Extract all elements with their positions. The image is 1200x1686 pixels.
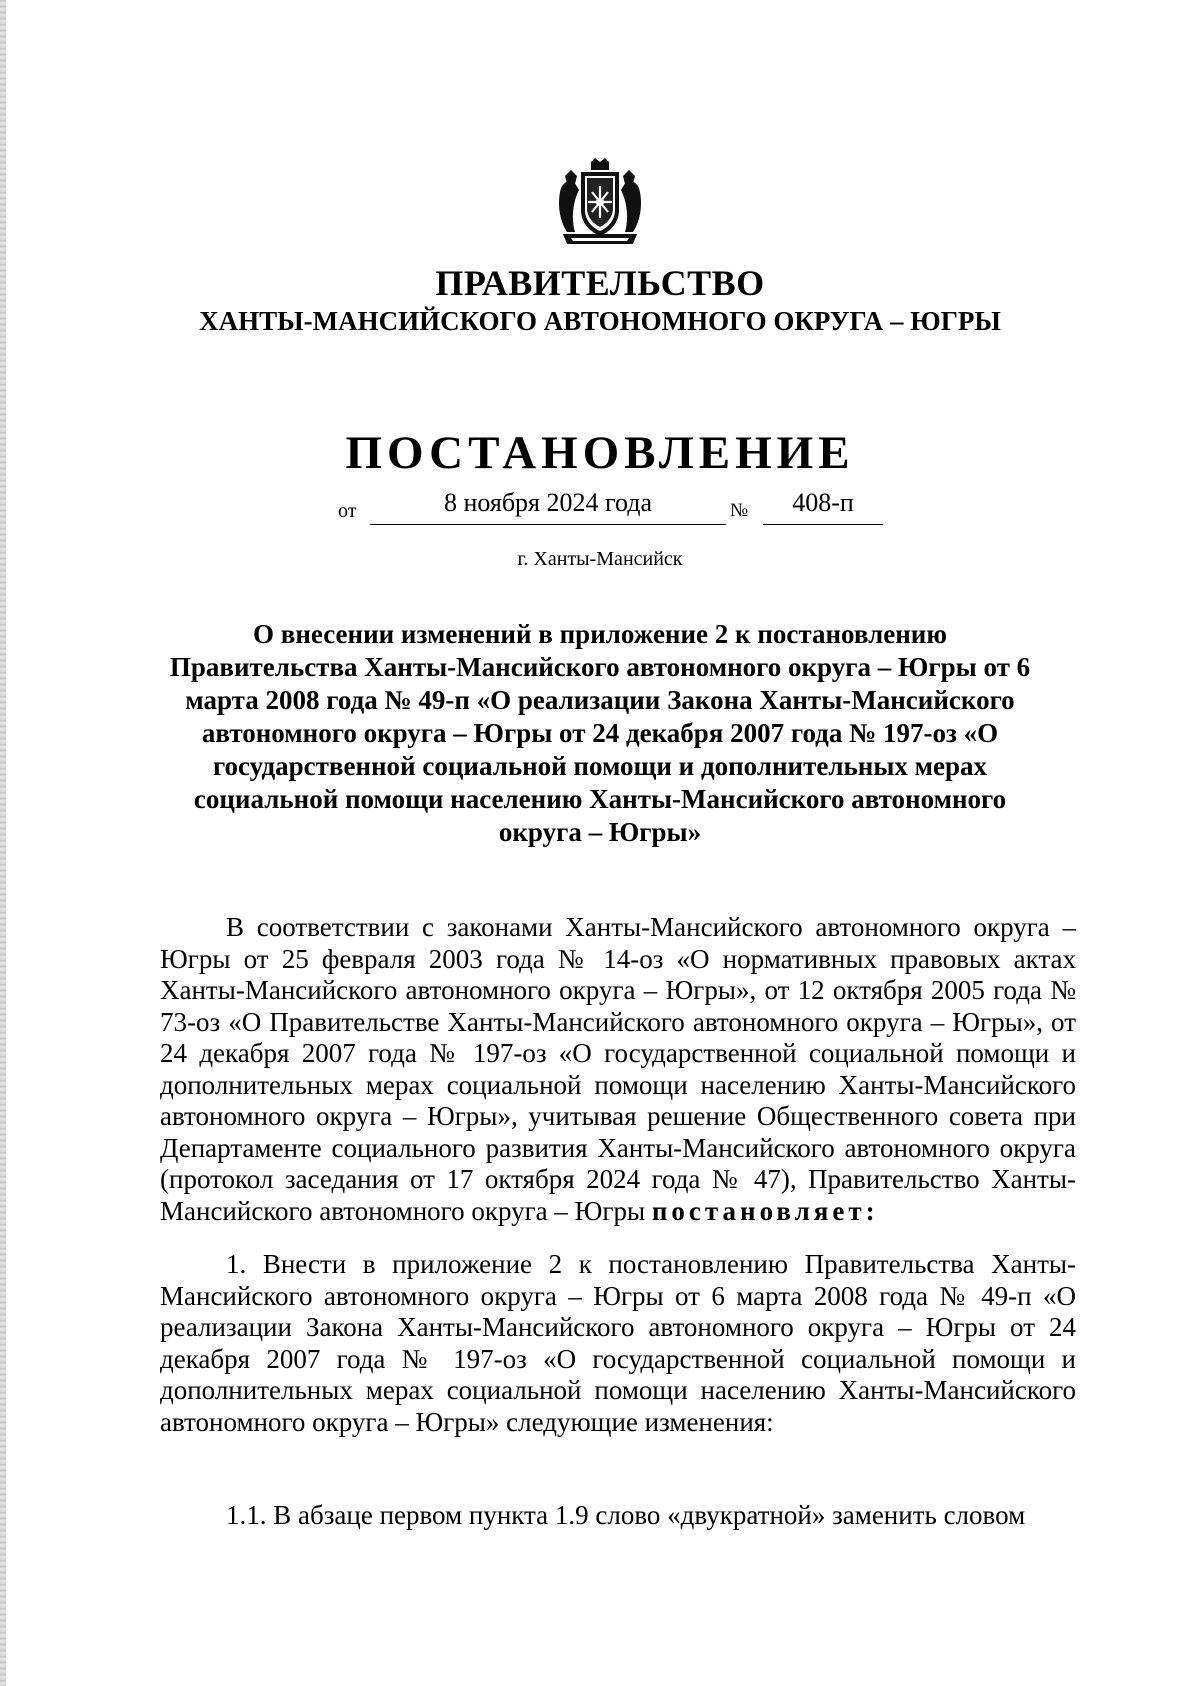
document-date: 8 ноября 2024 года	[370, 488, 726, 525]
government-region: ХАНТЫ-МАНСИЙСКОГО АВТОНОМНОГО ОКРУГА – ЮГРЫ	[199, 306, 1001, 336]
number-label: №	[730, 500, 749, 521]
government-title: ПРАВИТЕЛЬСТВО	[435, 263, 765, 303]
document-number: 408-п	[763, 488, 883, 525]
item-1-text: 1. Внести в приложение 2 к постановлению Правительства Ханты-Мансийского автономного округа – Югры от 6 марта 2008 года № 49-п «О реализации Закона Ханты-Мансийского автономного округа – Югры от 24 декабря 2007 года № 197-оз «О государственной социальной помощи и дополнительных мерах социальной помощи населению Ханты-Мансийского автономного округа – Югры» следующие изменения:	[160, 1249, 1076, 1437]
decree-word: постановляет:	[651, 1195, 879, 1226]
document-city: г. Ханты-Мансийск	[517, 548, 683, 570]
scan-edge	[0, 0, 6, 1686]
document-meta	[338, 488, 878, 528]
coat-of-arms-emblem	[553, 158, 647, 250]
item-1-paragraph	[160, 1249, 1076, 1438]
preamble-text: В соответствии с законами Ханты-Мансийского автономного округа – Югры от 25 февраля 2003 года № 14-оз «О нормативных правовых актах Ханты-Мансийского автономного округа – Югры», от 12 октября 2005 года № 73-оз «О Правительстве Ханты-Мансийского автономного округа – Югры», от 24 декабря 2007 года № 197-оз «О государственной социальной помощи и дополнительных мерах социальной помощи населению Ханты-Мансийского автономного округа – Югры», учитывая решение Общественного совета при Департаменте социального развития Ханты-Мансийского автономного округа (протокол заседания от 17 октября 2024 года № 47), Правительство Ханты-Мансийского автономного округа – Югры	[160, 912, 1076, 1226]
preamble-paragraph	[160, 912, 1076, 1227]
document-type: ПОСТАНОВЛЕНИЕ	[345, 427, 855, 479]
item-1-1-paragraph	[160, 1500, 1076, 1532]
document-subject: О внесении изменений в приложение 2 к постановлению Правительства Ханты-Мансийского автономного округа – Югры от 6 марта 2008 года № 49-п «О реализации Закона Ханты-Мансийского автономного округа – Югры от 24 декабря 2007 года № 197-оз «О государственной социальной помощи и дополнительных мерах социальной помощи населению Ханты-Мансийского автономного округа – Югры»	[169, 619, 1031, 847]
date-label: от	[338, 500, 357, 522]
item-1-1-text: 1.1. В абзаце первом пункта 1.9 слово «двукратной» заменить словом	[226, 1500, 1026, 1530]
